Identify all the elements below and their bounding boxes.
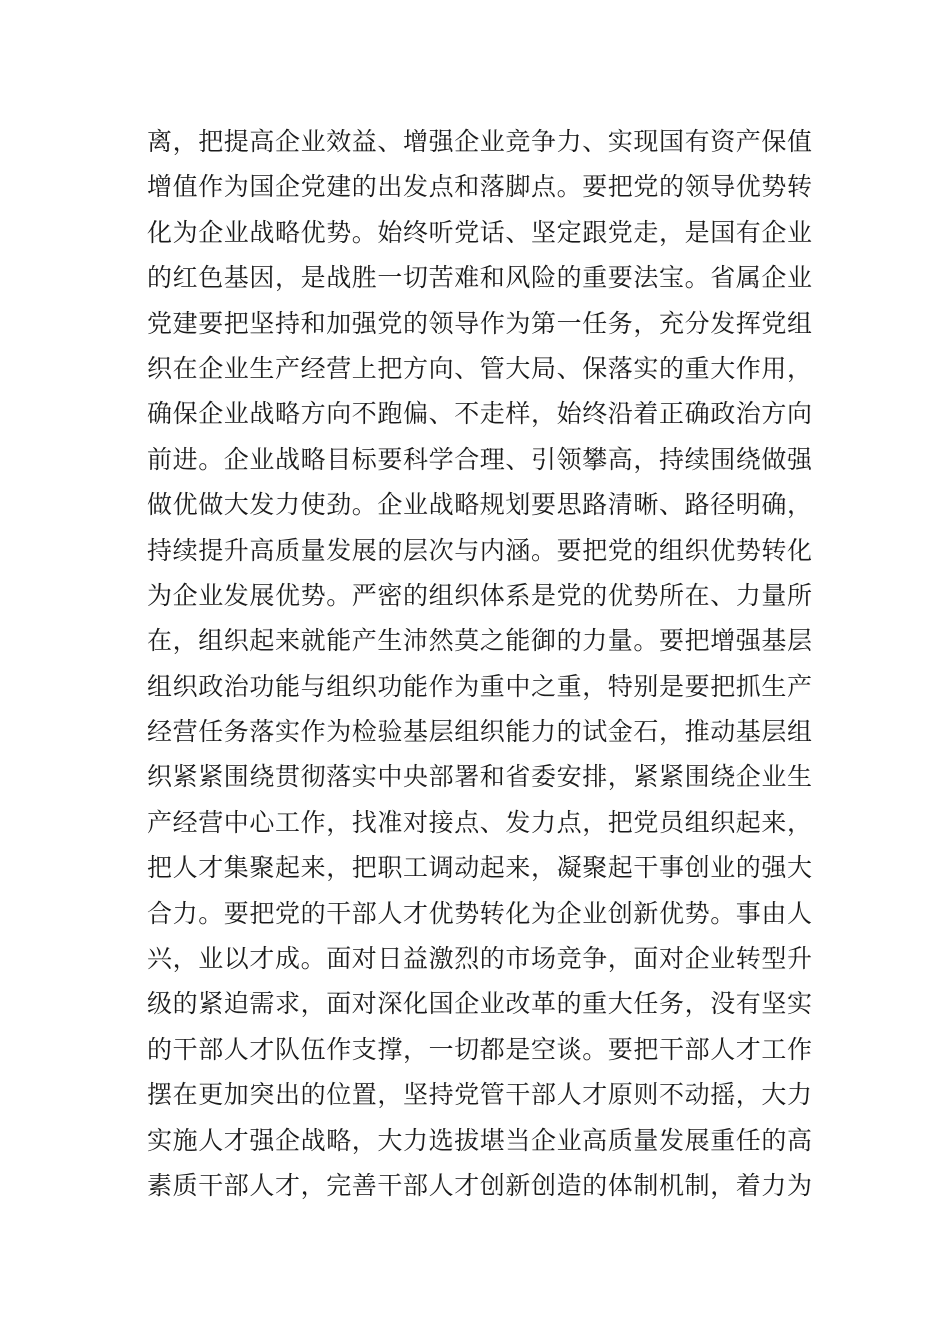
text-line: 党建要把坚持和加强党的领导作为第一任务，充分发挥党组 <box>147 308 813 338</box>
text-line: 素质干部人才，完善干部人才创新创造的体制机制，着力为 <box>147 1170 813 1200</box>
text-line: 把人才集聚起来，把职工调动起来，凝聚起干事创业的强大 <box>147 853 813 883</box>
text-line: 摆在更加突出的位置，坚持党管干部人才原则不动摇，大力 <box>147 1080 813 1110</box>
text-line: 增值作为国企党建的出发点和落脚点。要把党的领导优势转 <box>147 172 813 202</box>
text-line: 确保企业战略方向不跑偏、不走样，始终沿着正确政治方向 <box>147 399 813 429</box>
text-line: 织紧紧围绕贯彻落实中央部署和省委安排，紧紧围绕企业生 <box>147 762 813 792</box>
text-line: 组织政治功能与组织功能作为重中之重，特别是要把抓生产 <box>147 671 813 701</box>
text-line: 产经营中心工作，找准对接点、发力点，把党员组织起来， <box>147 807 813 837</box>
text-line: 级的紧迫需求，面对深化国企业改革的重大任务，没有坚实 <box>147 989 813 1019</box>
text-line: 实施人才强企战略，大力选拔堪当企业高质量发展重任的高 <box>147 1125 813 1155</box>
text-line: 离，把提高企业效益、增强企业竞争力、实现国有资产保值 <box>147 127 813 156</box>
text-line: 的红色基因，是战胜一切苦难和风险的重要法宝。省属企业 <box>147 263 813 293</box>
text-line: 在，组织起来就能产生沛然莫之能御的力量。要把增强基层 <box>147 626 813 656</box>
text-line: 化为企业战略优势。始终听党话、坚定跟党走，是国有企业 <box>147 217 813 247</box>
text-line: 为企业发展优势。严密的组织体系是党的优势所在、力量所 <box>147 580 813 610</box>
text-line: 做优做大发力使劲。企业战略规划要思路清晰、路径明确， <box>147 490 813 520</box>
text-line: 前进。企业战略目标要科学合理、引领攀高，持续围绕做强 <box>147 444 813 474</box>
text-line: 织在企业生产经营上把方向、管大局、保落实的重大作用， <box>147 353 813 383</box>
text-line: 的干部人才队伍作支撑，一切都是空谈。要把干部人才工作 <box>147 1034 813 1064</box>
text-line: 合力。要把党的干部人才优势转化为企业创新优势。事由人 <box>147 898 813 928</box>
body-paragraph <box>147 119 813 1208</box>
text-line: 持续提升高质量发展的层次与内涵。要把党的组织优势转化 <box>147 535 813 565</box>
text-line: 兴，业以才成。面对日益激烈的市场竞争，面对企业转型升 <box>147 944 813 974</box>
text-line: 经营任务落实作为检验基层组织能力的试金石，推动基层组 <box>147 717 813 747</box>
